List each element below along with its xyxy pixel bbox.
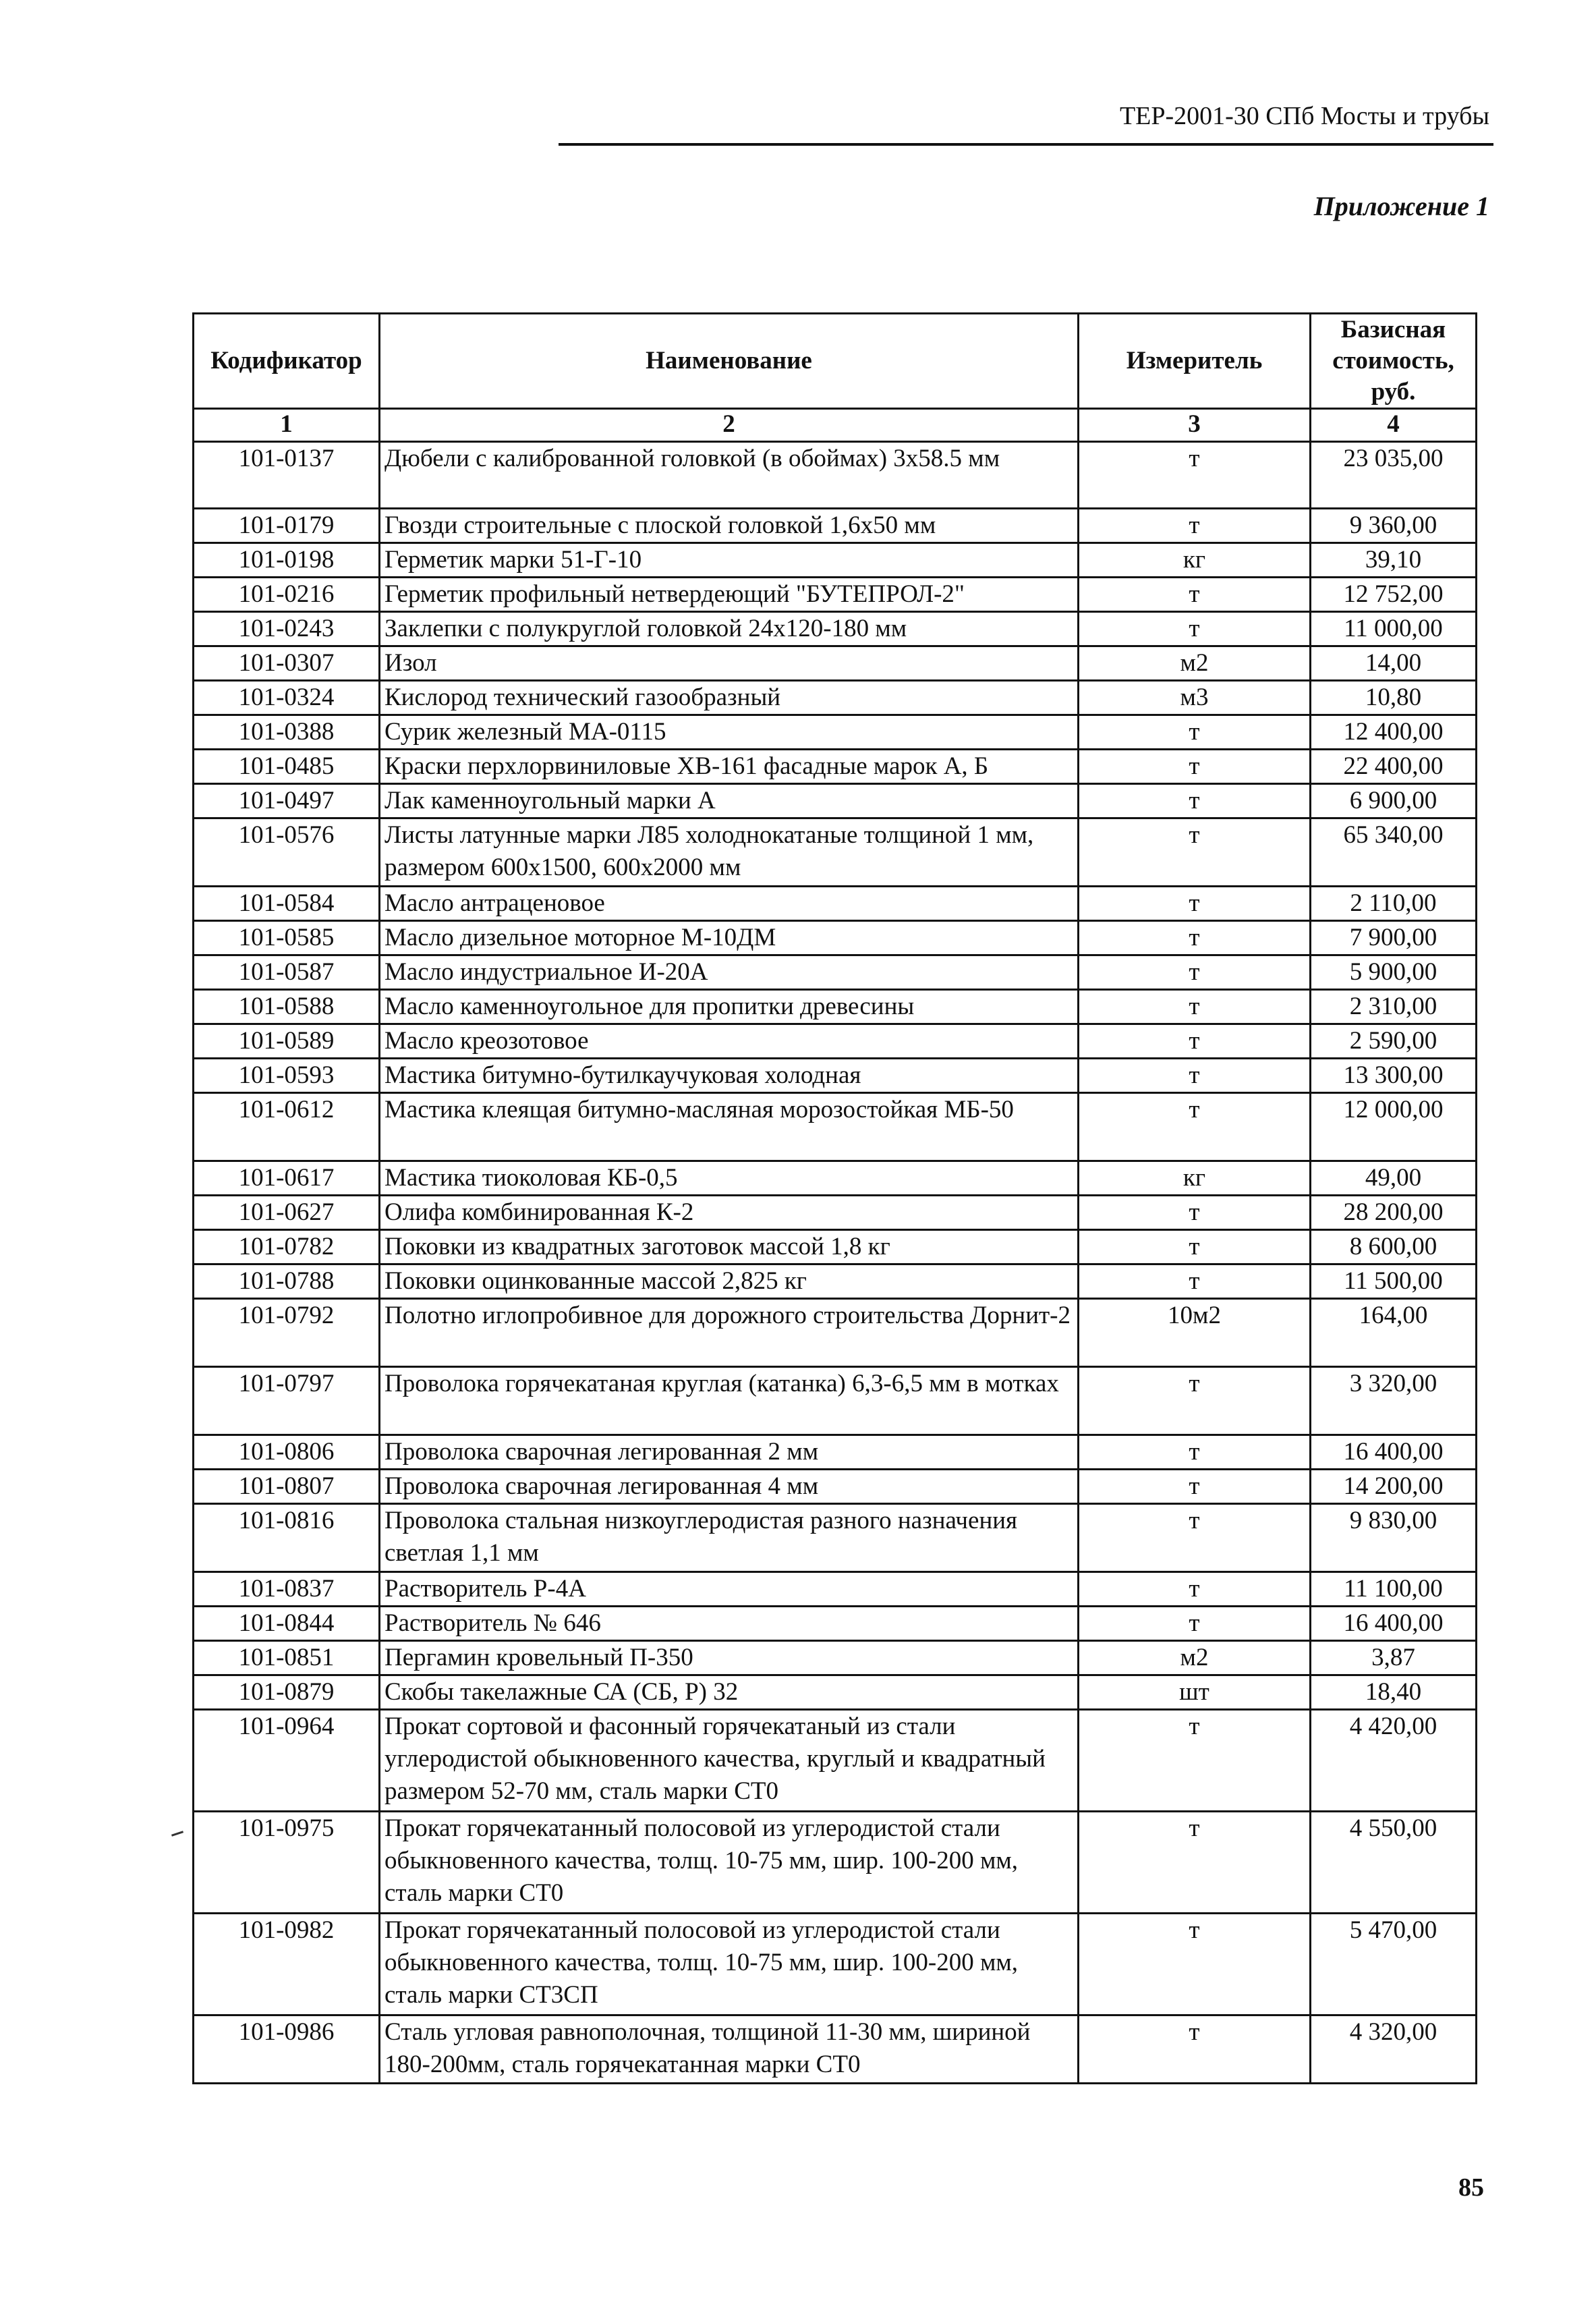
row-name: Мастика тиоколовая КБ-0,5 <box>380 1161 1079 1196</box>
row-name: Герметик марки 51-Г-10 <box>380 543 1079 578</box>
table-row <box>194 887 1477 921</box>
appendix-label: Приложение 1 <box>1313 191 1489 221</box>
table-header-row <box>194 314 1477 409</box>
column-header-price: Базисная стоимость, руб. <box>1311 314 1477 409</box>
row-name: Олифа комбинированная К-2 <box>380 1196 1079 1230</box>
row-name: Сурик железный МА-0115 <box>380 715 1079 750</box>
page-number: 85 <box>1458 2173 1484 2202</box>
row-price: 11 100,00 <box>1311 1572 1477 1607</box>
row-unit: т <box>1079 1024 1311 1059</box>
row-name: Скобы такелажные СА (СБ, Р) 32 <box>380 1675 1079 1710</box>
table-row <box>194 1196 1477 1230</box>
row-name: Проволока горячекатаная круглая (катанка) 6,3-6,5 мм в мотках <box>380 1367 1079 1435</box>
row-code: 101-0497 <box>194 784 380 818</box>
row-unit: т <box>1079 578 1311 612</box>
row-code: 101-0788 <box>194 1264 380 1299</box>
table-row <box>194 1059 1477 1093</box>
row-name: Мастика клеящая битумно-масляная морозостойкая МБ-50 <box>380 1093 1079 1161</box>
price-table <box>192 312 1477 2084</box>
table-row <box>194 1367 1477 1435</box>
row-price: 9 360,00 <box>1311 509 1477 543</box>
row-code: 101-0485 <box>194 750 380 784</box>
row-name: Мастика битумно-бутилкаучуковая холодная <box>380 1059 1079 1093</box>
row-price: 2 590,00 <box>1311 1024 1477 1059</box>
row-unit: т <box>1079 921 1311 955</box>
row-price: 5 900,00 <box>1311 955 1477 990</box>
row-code: 101-0612 <box>194 1093 380 1161</box>
row-code: 101-0593 <box>194 1059 380 1093</box>
table-row <box>194 1470 1477 1504</box>
row-name: Прокат горячекатанный полосовой из углеродистой стали обыкновенного качества, толщ. 10-75 мм, шир. 100-200 мм, сталь марки СТ0 <box>380 1812 1079 1914</box>
row-unit: шт <box>1079 1675 1311 1710</box>
column-number-row <box>194 409 1477 442</box>
column-number: 2 <box>380 409 1079 442</box>
row-price: 3 320,00 <box>1311 1367 1477 1435</box>
row-name: Гвозди строительные с плоской головкой 1,6х50 мм <box>380 509 1079 543</box>
row-name: Герметик профильный нетвердеющий "БУТЕПРОЛ-2" <box>380 578 1079 612</box>
row-unit: м2 <box>1079 1641 1311 1675</box>
row-code: 101-0964 <box>194 1710 380 1812</box>
table-row <box>194 1914 1477 2015</box>
row-code: 101-0179 <box>194 509 380 543</box>
row-unit: т <box>1079 955 1311 990</box>
row-code: 101-0588 <box>194 990 380 1024</box>
row-unit: т <box>1079 715 1311 750</box>
row-unit: т <box>1079 612 1311 646</box>
column-number: 4 <box>1311 409 1477 442</box>
row-code: 101-0792 <box>194 1299 380 1367</box>
table-row <box>194 1504 1477 1572</box>
row-name: Поковки из квадратных заготовок массой 1,8 кг <box>380 1230 1079 1264</box>
row-name: Листы латунные марки Л85 холоднокатаные толщиной 1 мм, размером 600х1500, 600х2000 мм <box>380 818 1079 887</box>
row-price: 14,00 <box>1311 646 1477 681</box>
table-row <box>194 1812 1477 1914</box>
row-name: Дюбели с калиброванной головкой (в обоймах) 3х58.5 мм <box>380 442 1079 509</box>
row-price: 12 752,00 <box>1311 578 1477 612</box>
row-price: 164,00 <box>1311 1299 1477 1367</box>
scan-mark <box>171 1831 183 1836</box>
row-unit: т <box>1079 990 1311 1024</box>
document-header-title: ТЕР-2001-30 СПб Мосты и трубы <box>1119 102 1489 130</box>
row-unit: кг <box>1079 543 1311 578</box>
row-name: Лак каменноугольный марки А <box>380 784 1079 818</box>
row-price: 2 110,00 <box>1311 887 1477 921</box>
row-price: 39,10 <box>1311 543 1477 578</box>
row-code: 101-0307 <box>194 646 380 681</box>
row-name: Краски перхлорвиниловые ХВ-161 фасадные марок А, Б <box>380 750 1079 784</box>
row-unit: т <box>1079 1230 1311 1264</box>
row-price: 7 900,00 <box>1311 921 1477 955</box>
row-name: Растворитель Р-4А <box>380 1572 1079 1607</box>
table-row <box>194 2015 1477 2084</box>
column-number: 3 <box>1079 409 1311 442</box>
row-unit: т <box>1079 1504 1311 1572</box>
row-code: 101-0782 <box>194 1230 380 1264</box>
row-price: 18,40 <box>1311 1675 1477 1710</box>
table-row <box>194 1710 1477 1812</box>
row-price: 23 035,00 <box>1311 442 1477 509</box>
row-name: Заклепки с полукруглой головкой 24х120-180 мм <box>380 612 1079 646</box>
row-code: 101-0584 <box>194 887 380 921</box>
row-unit: т <box>1079 1435 1311 1470</box>
row-price: 14 200,00 <box>1311 1470 1477 1504</box>
row-code: 101-0986 <box>194 2015 380 2084</box>
table-row <box>194 612 1477 646</box>
row-price: 6 900,00 <box>1311 784 1477 818</box>
row-code: 101-0137 <box>194 442 380 509</box>
row-unit: т <box>1079 1059 1311 1093</box>
row-price: 22 400,00 <box>1311 750 1477 784</box>
row-code: 101-0587 <box>194 955 380 990</box>
table-row <box>194 1435 1477 1470</box>
row-price: 4 550,00 <box>1311 1812 1477 1914</box>
column-header-name: Наименование <box>380 314 1079 409</box>
row-unit: т <box>1079 1812 1311 1914</box>
table-row <box>194 681 1477 715</box>
table-row <box>194 1641 1477 1675</box>
row-name: Пергамин кровельный П-350 <box>380 1641 1079 1675</box>
row-code: 101-0844 <box>194 1607 380 1641</box>
row-code: 101-0851 <box>194 1641 380 1675</box>
row-unit: т <box>1079 1367 1311 1435</box>
row-code: 101-0627 <box>194 1196 380 1230</box>
row-price: 65 340,00 <box>1311 818 1477 887</box>
row-name: Масло антраценовое <box>380 887 1079 921</box>
row-code: 101-0982 <box>194 1914 380 2015</box>
table-row <box>194 1675 1477 1710</box>
table-row <box>194 1572 1477 1607</box>
row-price: 12 000,00 <box>1311 1093 1477 1161</box>
row-unit: т <box>1079 1607 1311 1641</box>
table-row <box>194 578 1477 612</box>
row-unit: т <box>1079 750 1311 784</box>
row-code: 101-0589 <box>194 1024 380 1059</box>
table-row <box>194 1299 1477 1367</box>
row-name: Масло каменноугольное для пропитки древесины <box>380 990 1079 1024</box>
row-price: 3,87 <box>1311 1641 1477 1675</box>
table-row <box>194 1607 1477 1641</box>
row-name: Полотно иглопробивное для дорожного строительства Дорнит-2 <box>380 1299 1079 1367</box>
row-name: Масло дизельное моторное М-10ДМ <box>380 921 1079 955</box>
row-name: Поковки оцинкованные массой 2,825 кг <box>380 1264 1079 1299</box>
row-code: 101-0816 <box>194 1504 380 1572</box>
row-price: 28 200,00 <box>1311 1196 1477 1230</box>
row-price: 4 420,00 <box>1311 1710 1477 1812</box>
row-unit: м3 <box>1079 681 1311 715</box>
row-price: 10,80 <box>1311 681 1477 715</box>
row-code: 101-0879 <box>194 1675 380 1710</box>
row-name: Кислород технический газообразный <box>380 681 1079 715</box>
table-row <box>194 1264 1477 1299</box>
table-row <box>194 543 1477 578</box>
row-code: 101-0243 <box>194 612 380 646</box>
row-code: 101-0807 <box>194 1470 380 1504</box>
row-unit: т <box>1079 509 1311 543</box>
row-unit: м2 <box>1079 646 1311 681</box>
row-name: Растворитель № 646 <box>380 1607 1079 1641</box>
row-name: Изол <box>380 646 1079 681</box>
table-row <box>194 750 1477 784</box>
row-price: 9 830,00 <box>1311 1504 1477 1572</box>
row-price: 4 320,00 <box>1311 2015 1477 2084</box>
row-code: 101-0797 <box>194 1367 380 1435</box>
row-price: 16 400,00 <box>1311 1607 1477 1641</box>
row-code: 101-0576 <box>194 818 380 887</box>
row-name: Масло креозотовое <box>380 1024 1079 1059</box>
column-header-unit: Измеритель <box>1079 314 1311 409</box>
row-code: 101-0585 <box>194 921 380 955</box>
table-row <box>194 921 1477 955</box>
row-unit: т <box>1079 1093 1311 1161</box>
row-unit: т <box>1079 1196 1311 1230</box>
row-price: 49,00 <box>1311 1161 1477 1196</box>
table-row <box>194 1093 1477 1161</box>
table-row <box>194 1230 1477 1264</box>
row-price: 8 600,00 <box>1311 1230 1477 1264</box>
row-price: 11 500,00 <box>1311 1264 1477 1299</box>
row-price: 16 400,00 <box>1311 1435 1477 1470</box>
table-row <box>194 955 1477 990</box>
table-row <box>194 990 1477 1024</box>
row-name: Проволока сварочная легированная 2 мм <box>380 1435 1079 1470</box>
header-divider <box>559 143 1493 146</box>
row-name: Проволока сварочная легированная 4 мм <box>380 1470 1079 1504</box>
table-row <box>194 509 1477 543</box>
row-price: 2 310,00 <box>1311 990 1477 1024</box>
row-code: 101-0216 <box>194 578 380 612</box>
row-unit: т <box>1079 1914 1311 2015</box>
row-name: Сталь угловая равнополочная, толщиной 11-30 мм, шириной 180-200мм, сталь горячекатанная марки СТ0 <box>380 2015 1079 2084</box>
row-name: Прокат сортовой и фасонный горячекатаный из стали углеродистой обыкновенного качества, круглый и квадратный размером 52-70 мм, сталь марки СТ0 <box>380 1710 1079 1812</box>
table-row <box>194 784 1477 818</box>
row-unit: т <box>1079 1264 1311 1299</box>
row-unit: т <box>1079 784 1311 818</box>
row-code: 101-0617 <box>194 1161 380 1196</box>
row-unit: т <box>1079 1470 1311 1504</box>
row-name: Проволока стальная низкоуглеродистая разного назначения светлая 1,1 мм <box>380 1504 1079 1572</box>
row-price: 12 400,00 <box>1311 715 1477 750</box>
row-code: 101-0806 <box>194 1435 380 1470</box>
table-row <box>194 715 1477 750</box>
row-code: 101-0837 <box>194 1572 380 1607</box>
row-name: Прокат горячекатанный полосовой из углеродистой стали обыкновенного качества, толщ. 10-75 мм, шир. 100-200 мм, сталь марки СТ3СП <box>380 1914 1079 2015</box>
row-code: 101-0324 <box>194 681 380 715</box>
row-unit: 10м2 <box>1079 1299 1311 1367</box>
table-row <box>194 646 1477 681</box>
row-price: 13 300,00 <box>1311 1059 1477 1093</box>
column-number: 1 <box>194 409 380 442</box>
row-code: 101-0975 <box>194 1812 380 1914</box>
row-unit: т <box>1079 1710 1311 1812</box>
column-header-code: Кодификатор <box>194 314 380 409</box>
row-code: 101-0198 <box>194 543 380 578</box>
table-row <box>194 1161 1477 1196</box>
table-row <box>194 818 1477 887</box>
table-row <box>194 442 1477 509</box>
row-code: 101-0388 <box>194 715 380 750</box>
row-unit: т <box>1079 2015 1311 2084</box>
row-unit: кг <box>1079 1161 1311 1196</box>
row-unit: т <box>1079 887 1311 921</box>
row-price: 11 000,00 <box>1311 612 1477 646</box>
row-unit: т <box>1079 442 1311 509</box>
row-name: Масло индустриальное И-20А <box>380 955 1079 990</box>
row-unit: т <box>1079 1572 1311 1607</box>
row-price: 5 470,00 <box>1311 1914 1477 2015</box>
row-unit: т <box>1079 818 1311 887</box>
table-row <box>194 1024 1477 1059</box>
